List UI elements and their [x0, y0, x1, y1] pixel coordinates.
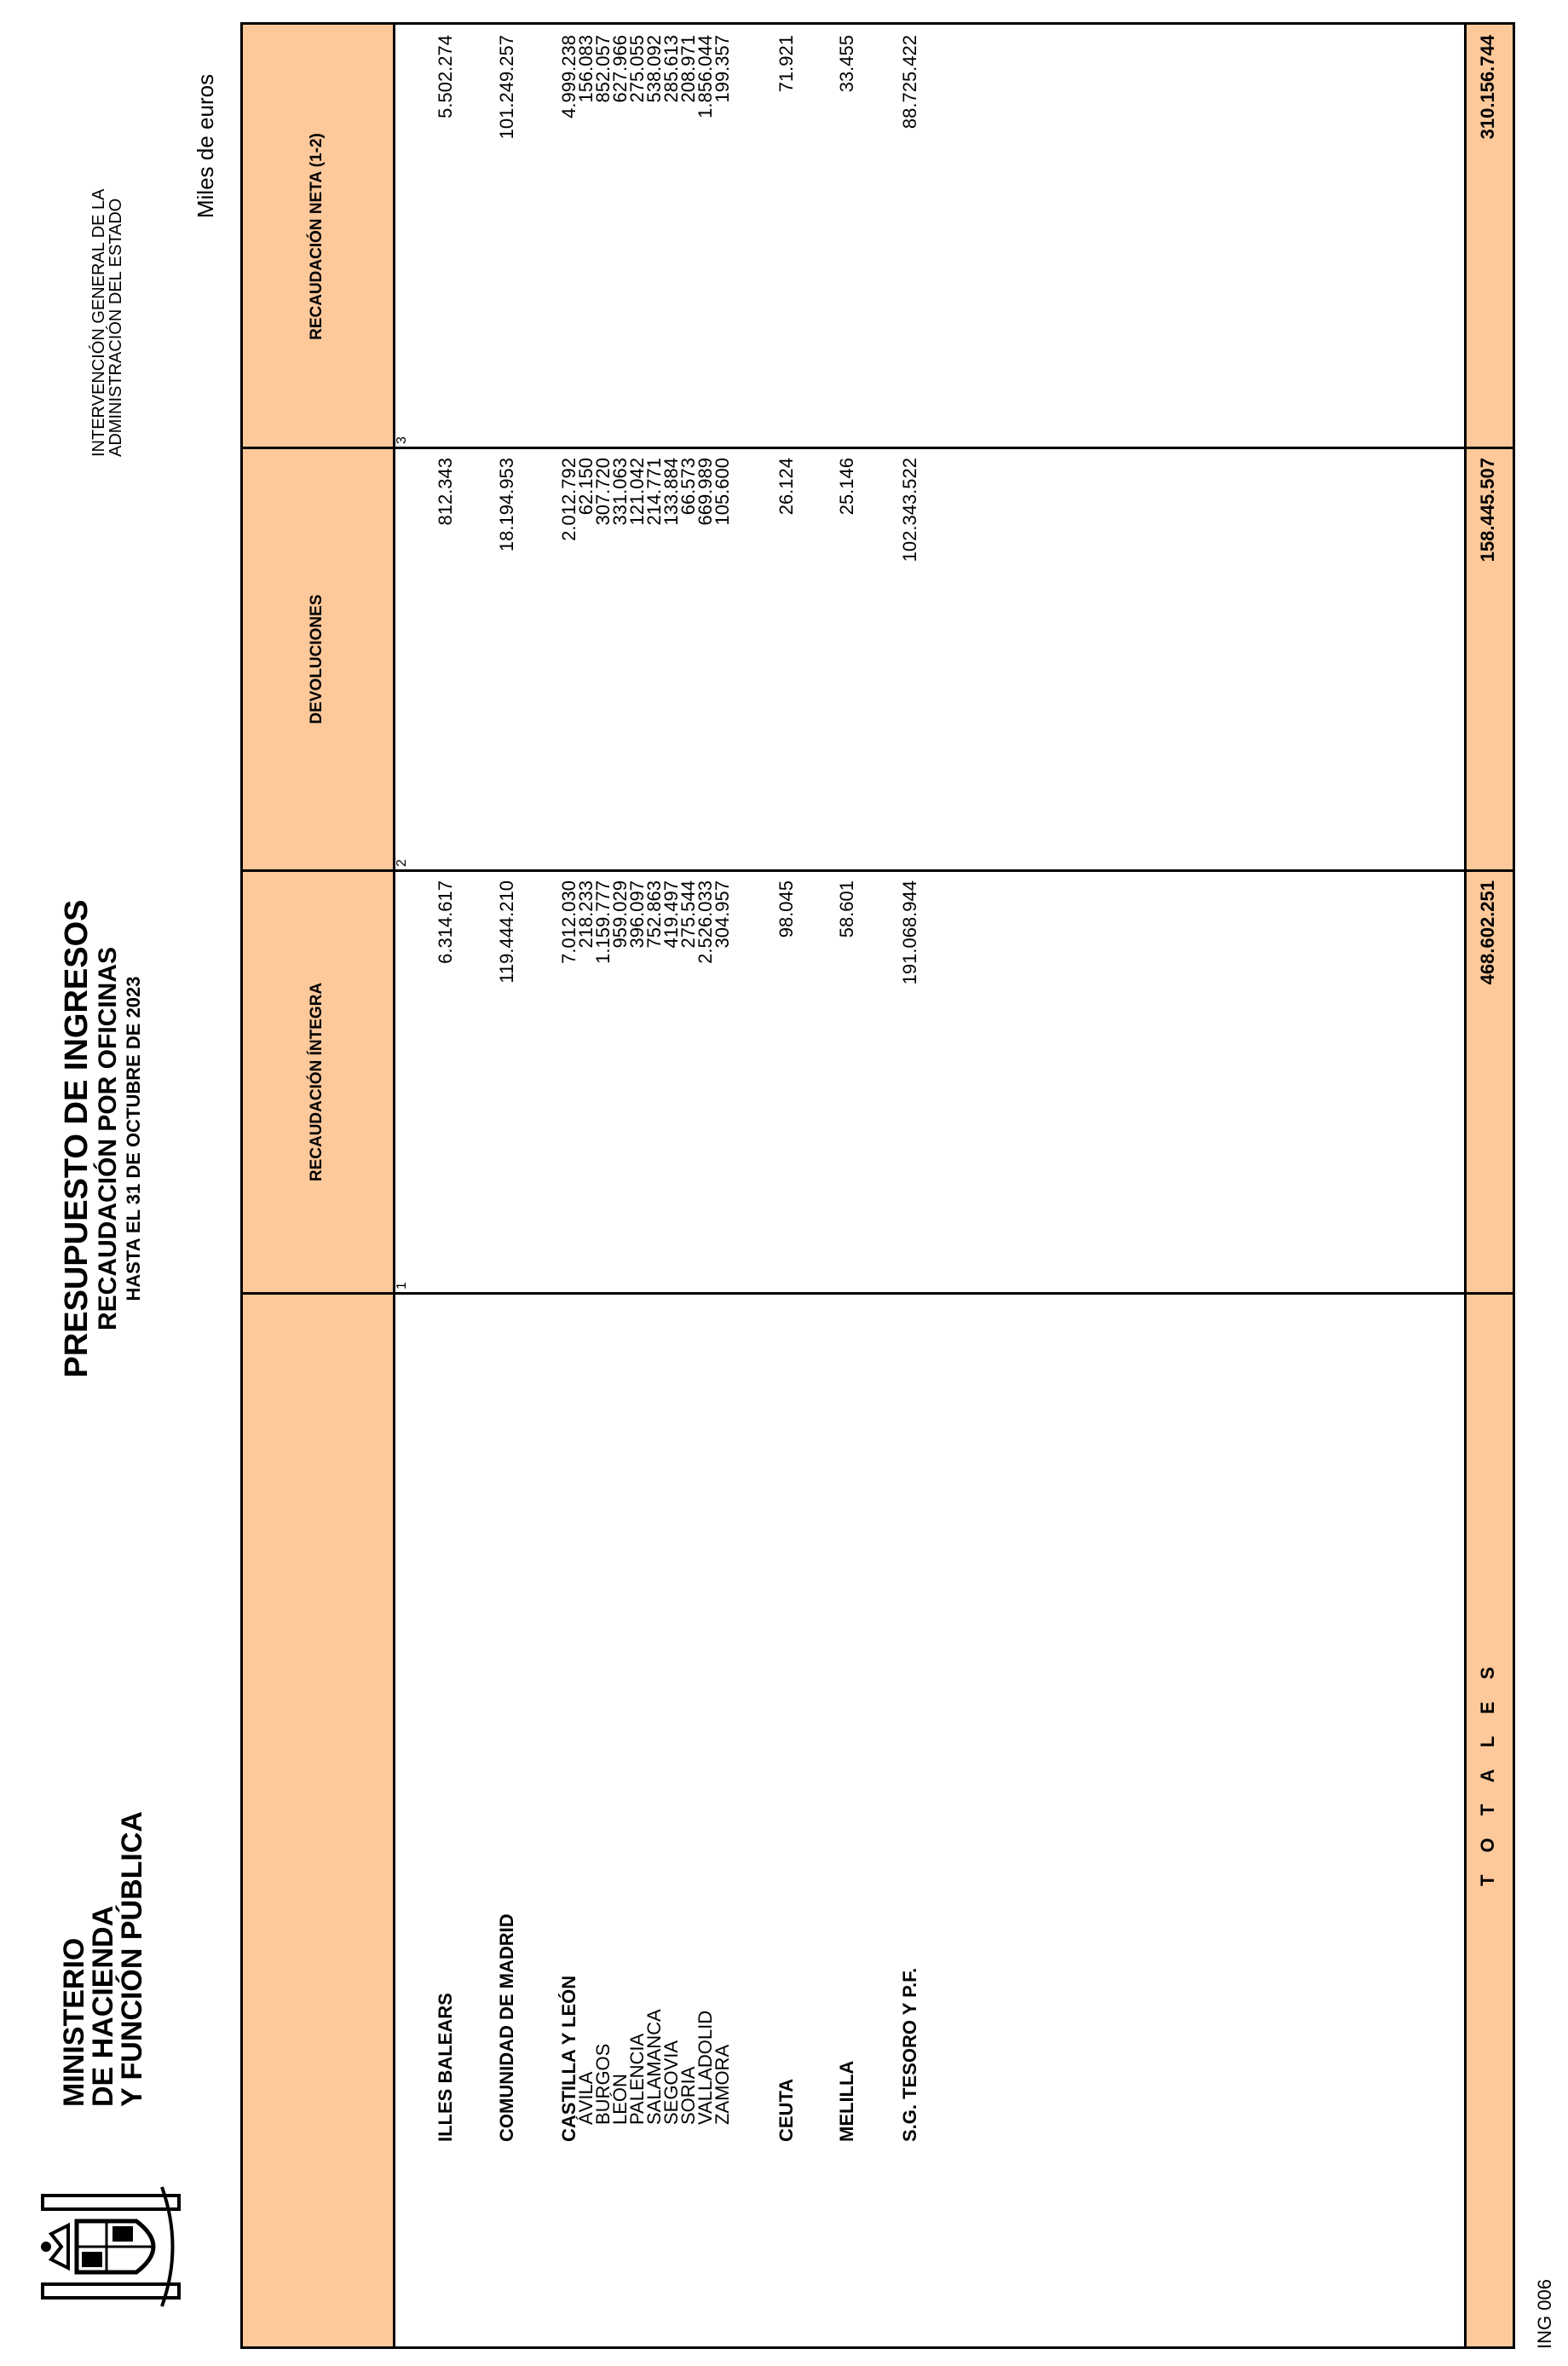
row-value: 812.343	[435, 458, 456, 526]
column-number-1: 1	[395, 1282, 409, 1290]
row-value: 4.999.238	[558, 35, 579, 118]
row-value: 66.573	[677, 458, 699, 516]
form-code: ING 006	[1534, 2279, 1555, 2349]
row-value: 331.063	[609, 458, 631, 526]
row-value: 58.601	[836, 880, 857, 938]
coat-of-arms-icon	[34, 2170, 187, 2323]
row-value: 18.194.953	[496, 458, 517, 552]
row-label: ILLES BALEARS	[435, 1993, 456, 2142]
row-label: PALENCIA	[626, 2033, 648, 2125]
column-header-devoluciones: DEVOLUCIONES	[308, 594, 326, 724]
row-label: SORIA	[677, 2066, 699, 2125]
row-value: 121.042	[626, 458, 648, 526]
totals-band	[1467, 25, 1513, 2346]
total-neta: 310.156.744	[1477, 35, 1498, 140]
row-value: 396.097	[626, 880, 648, 949]
row-value: 26.124	[775, 458, 797, 516]
row-value: 2.012.792	[558, 458, 579, 541]
report-titles	[60, 840, 145, 1437]
row-value: 208.971	[677, 35, 699, 103]
row-value: 191.068.944	[899, 880, 920, 985]
row-value: 852.057	[592, 35, 614, 103]
row-label: S.G. TESORO Y P.F.	[899, 1967, 920, 2142]
total-devoluciones: 158.445.507	[1477, 458, 1498, 563]
ministry-line-3: Y FUNCIÓN PÚBLICA	[116, 1811, 148, 2107]
ministry-name	[60, 1811, 147, 2107]
row-value: 304.957	[712, 880, 733, 949]
row-label: ÁVILA	[575, 2071, 597, 2125]
row-value: 959.029	[609, 880, 631, 949]
column-number-3: 3	[395, 436, 409, 444]
row-value: 419.497	[660, 880, 682, 949]
row-value: 5.502.274	[435, 35, 456, 118]
totals-divider	[1464, 25, 1467, 2346]
igae-line-1: INTERVENCIÓN GENERAL DE LA	[89, 188, 108, 457]
row-value: 105.600	[712, 458, 733, 526]
column-divider-1	[243, 1292, 1513, 1295]
row-value: 307.720	[592, 458, 614, 526]
row-value: 25.146	[836, 458, 857, 516]
column-header-neta: RECAUDACIÓN NETA (1-2)	[308, 133, 326, 340]
row-value: 101.249.257	[496, 35, 517, 140]
column-number-2: 2	[395, 859, 409, 867]
row-value: 102.343.522	[899, 458, 920, 563]
revenue-table	[240, 22, 1515, 2349]
row-value: 627.966	[609, 35, 631, 103]
row-value: 98.045	[775, 880, 797, 938]
units-label: Miles de euros	[193, 73, 218, 218]
column-header-integra: RECAUDACIÓN ÍNTEGRA	[308, 982, 326, 1182]
row-value: 275.055	[626, 35, 648, 103]
row-label: ZAMORA	[712, 2044, 733, 2125]
row-value: 71.921	[775, 35, 797, 93]
row-value: 275.544	[677, 880, 699, 949]
row-value: 133.884	[660, 458, 682, 526]
row-label: LEÓN	[609, 2074, 631, 2125]
row-value: 62.150	[575, 458, 597, 516]
row-value: 156.083	[575, 35, 597, 103]
header-divider	[393, 25, 395, 2346]
igae-label	[90, 188, 124, 457]
row-value: 285.613	[660, 35, 682, 103]
totals-label: T O T A L E S	[1477, 1658, 1498, 1886]
row-value: 1.159.777	[592, 880, 614, 964]
row-value: 538.092	[643, 35, 665, 103]
report-title: PRESUPUESTO DE INGRESOS	[59, 899, 95, 1378]
row-value: 88.725.422	[899, 35, 920, 130]
row-value: 199.357	[712, 35, 733, 103]
row-label: BURGOS	[592, 2043, 614, 2125]
row-value: 218.233	[575, 880, 597, 949]
column-divider-3	[243, 447, 1513, 449]
report-date: HASTA EL 31 DE OCTUBRE DE 2023	[123, 976, 144, 1301]
total-integra: 468.602.251	[1477, 880, 1498, 985]
row-label: CASTILLA Y LEÓN	[558, 1975, 579, 2142]
row-value: 2.526.033	[695, 880, 716, 964]
row-value: 7.012.030	[558, 880, 579, 964]
ministry-line-1: MINISTERIO	[58, 1937, 90, 2107]
row-label: VALLADOLID	[695, 2010, 716, 2125]
row-label: SEGOVIA	[660, 2040, 682, 2125]
row-label: MELILLA	[836, 2060, 857, 2142]
row-value: 119.444.210	[496, 880, 517, 984]
row-value: 752.863	[643, 880, 665, 949]
row-label: CEUTA	[775, 2078, 797, 2142]
igae-line-2: ADMINISTRACIÓN DEL ESTADO	[107, 198, 125, 457]
row-value: 1.856.044	[695, 35, 716, 118]
row-value: 33.455	[836, 35, 857, 93]
row-label: SALAMANCA	[643, 2009, 665, 2125]
row-label: COMUNIDAD DE MADRID	[496, 1913, 517, 2142]
row-value: 6.314.617	[435, 880, 456, 964]
row-value: 214.771	[643, 458, 665, 526]
report-subtitle: RECAUDACIÓN POR OFICINAS	[94, 947, 122, 1331]
ministry-line-2: DE HACIENDA	[87, 1905, 119, 2107]
row-value: 669.989	[695, 458, 716, 526]
column-divider-2	[243, 869, 1513, 872]
